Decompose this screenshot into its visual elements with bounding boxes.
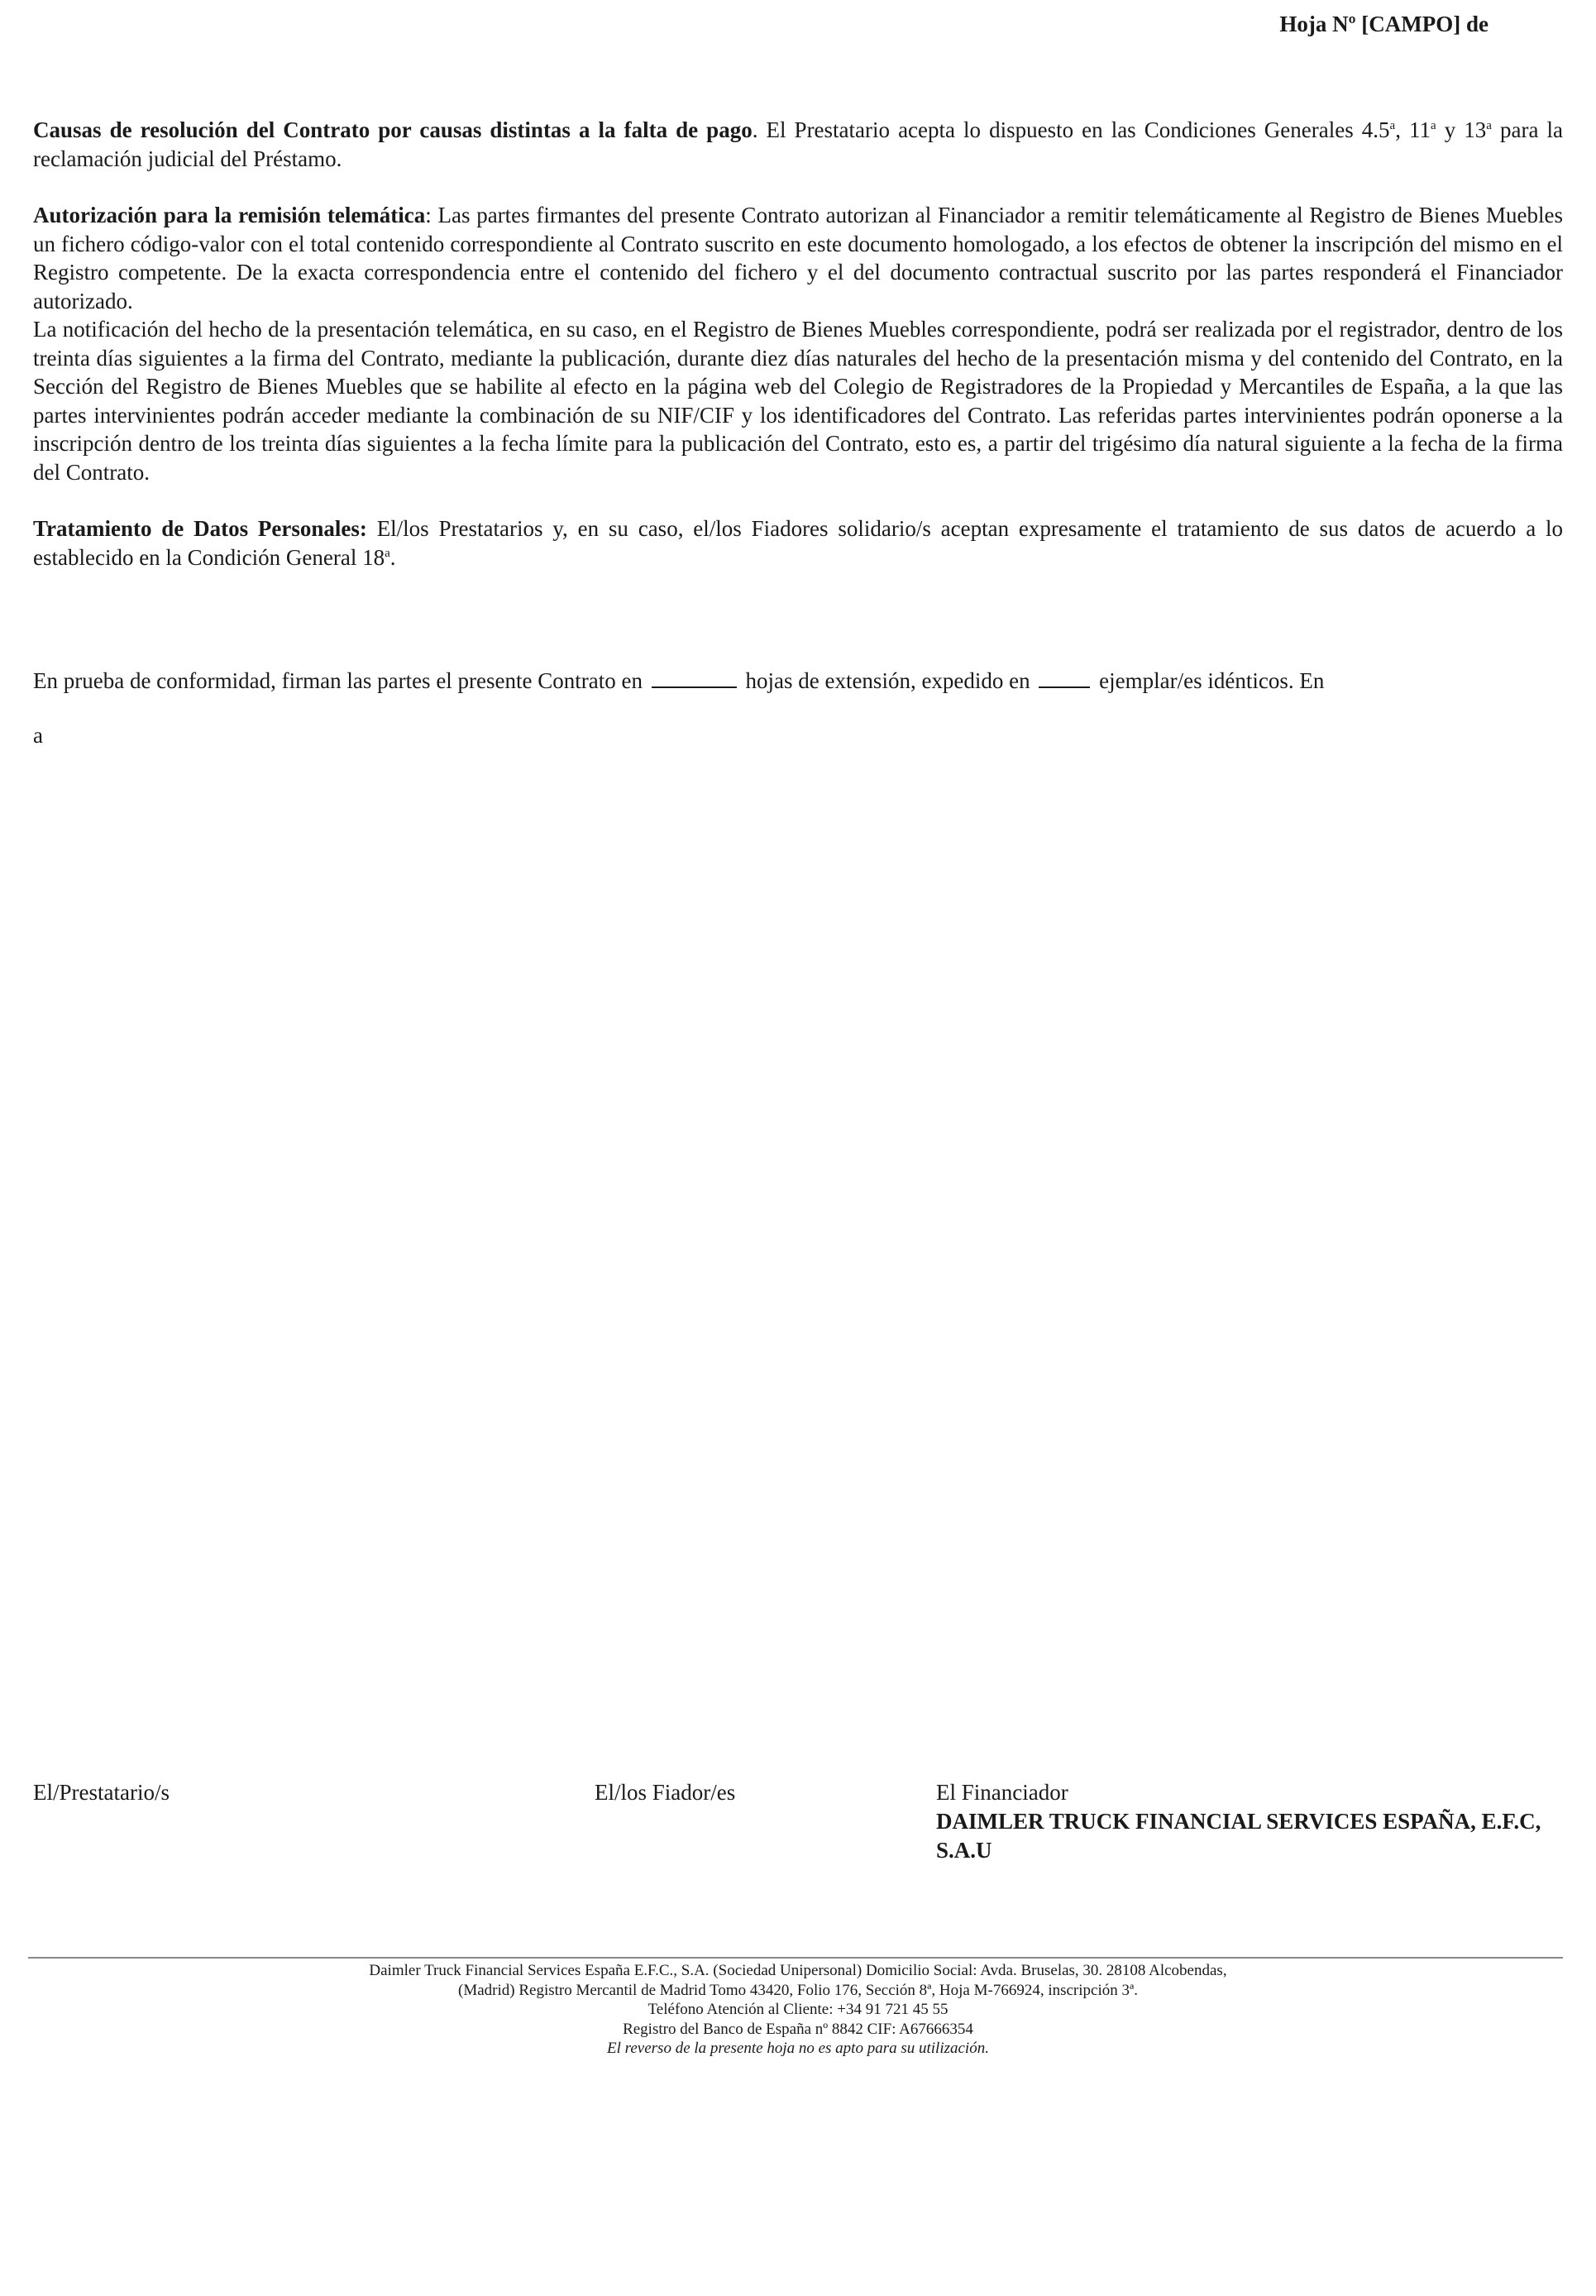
clause-termination-text-c: y 13: [1436, 117, 1487, 142]
superscript-a: a: [1389, 119, 1396, 132]
conformity-place-a: a: [33, 723, 43, 748]
footer-registry-line: (Madrid) Registro Mercantil de Madrid Tomo 43420, Folio 176, Sección 8ª, Hoja M-766924, inscripción 3ª.: [458, 1981, 1138, 1999]
footer-reverse-note: El reverso de la presente hoja no es apto para su utilización.: [607, 2040, 989, 2057]
superscript-a: a: [385, 546, 390, 560]
superscript-a: a: [1486, 119, 1492, 132]
conformity-statement: [33, 667, 1324, 695]
signature-borrower: El/Prestatario/s: [33, 1780, 170, 1805]
clause-termination-text-d: para la reclamación judicial del Préstamo.: [33, 117, 1564, 171]
clause-telematic: [33, 201, 1563, 315]
lender-company-name: DAIMLER TRUCK FINANCIAL SERVICES ESPAÑA, E.F.C, S.A.U: [936, 1809, 1541, 1863]
signature-lender: [936, 1778, 1565, 1865]
contract-body: [33, 116, 1563, 600]
clause-telematic-text: : Las partes firmantes del presente Contrato autorizan al Financiador a remitir telemáticamente al Registro de Bienes Muebles un fichero código-valor con el total contenido correspondiente al Contrato suscrito en este documento homologado, a los efectos de obtener la inscripción del mismo en el Registro competente. De la exacta correspondencia entre el contenido del fichero y el del documento contractual suscrito por las partes responderá el Financiador autorizado.: [33, 203, 1563, 313]
conformity-text-2: hojas de extensión, expedido en: [745, 668, 1030, 693]
clause-data-protection: [33, 514, 1563, 572]
page-number-label: Hoja Nº [CAMPO] de: [1279, 12, 1488, 36]
signature-lender-label: El Financiador: [936, 1780, 1068, 1805]
clause-termination: [33, 116, 1563, 173]
footer-divider: [28, 1957, 1563, 1959]
superscript-a: a: [1431, 119, 1436, 132]
clause-data-protection-text: El/los Prestatarios y, en su caso, el/los Fiadores solidario/s aceptan expresamente el tratamiento de sus datos de acuerdo a lo establecido en la Condición General 18: [33, 516, 1563, 570]
conformity-text-1: En prueba de conformidad, firman las partes el presente Contrato en: [33, 668, 643, 693]
copies-count-blank[interactable]: [1039, 668, 1090, 688]
clause-telematic-title: Autorización para la remisión telemática: [33, 203, 426, 227]
clause-telematic-notification: La notificación del hecho de la presentación telemática, en su caso, en el Registro de Bienes Muebles correspondiente, podrá ser realizada por el registrador, dentro de los treinta días siguientes a la firma del Contrato, mediante la publicación, durante diez días naturales del hecho de la presentación misma y del contenido del Contrato, en la Sección del Registro de Bienes Muebles que se habilite al efecto en la página web del Colegio de Registradores de la Propiedad y Mercantiles de España, a la que las partes intervinientes podrán acceder mediante la combinación de su NIF/CIF y los identificadores del Contrato. Las referidas partes intervinientes podrán oponerse a la inscripción dentro de los treinta días siguientes a la fecha límite para la publicación del Contrato, esto es, a partir del trigésimo día natural siguiente a la fecha de la firma del Contrato.: [33, 317, 1563, 485]
footer-company-line: Daimler Truck Financial Services España E.F.C., S.A. (Sociedad Unipersonal) Domicilio Social: Avda. Bruselas, 30. 28108 Alcobendas,: [369, 1962, 1227, 1979]
footer-bank-registry-line: Registro del Banco de España nº 8842 CIF: A67666354: [623, 2020, 973, 2038]
signature-guarantor: El/los Fiador/es: [595, 1780, 736, 1805]
clause-termination-text-a: . El Prestatario acepta lo dispuesto en las Condiciones Generales 4.5: [752, 117, 1390, 142]
clause-data-protection-end: .: [389, 544, 396, 570]
clause-termination-title: Causas de resolución del Contrato por causas distintas a la falta de pago: [33, 117, 753, 142]
pages-count-blank[interactable]: [652, 668, 737, 688]
clause-data-protection-title: Tratamiento de Datos Personales:: [33, 516, 367, 541]
clause-termination-text-b: , 11: [1395, 117, 1431, 142]
footer: [0, 1961, 1596, 2059]
conformity-text-3: ejemplar/es idénticos. En: [1099, 668, 1325, 693]
footer-phone-line: Teléfono Atención al Cliente: +34 91 721 45 55: [647, 2001, 949, 2018]
